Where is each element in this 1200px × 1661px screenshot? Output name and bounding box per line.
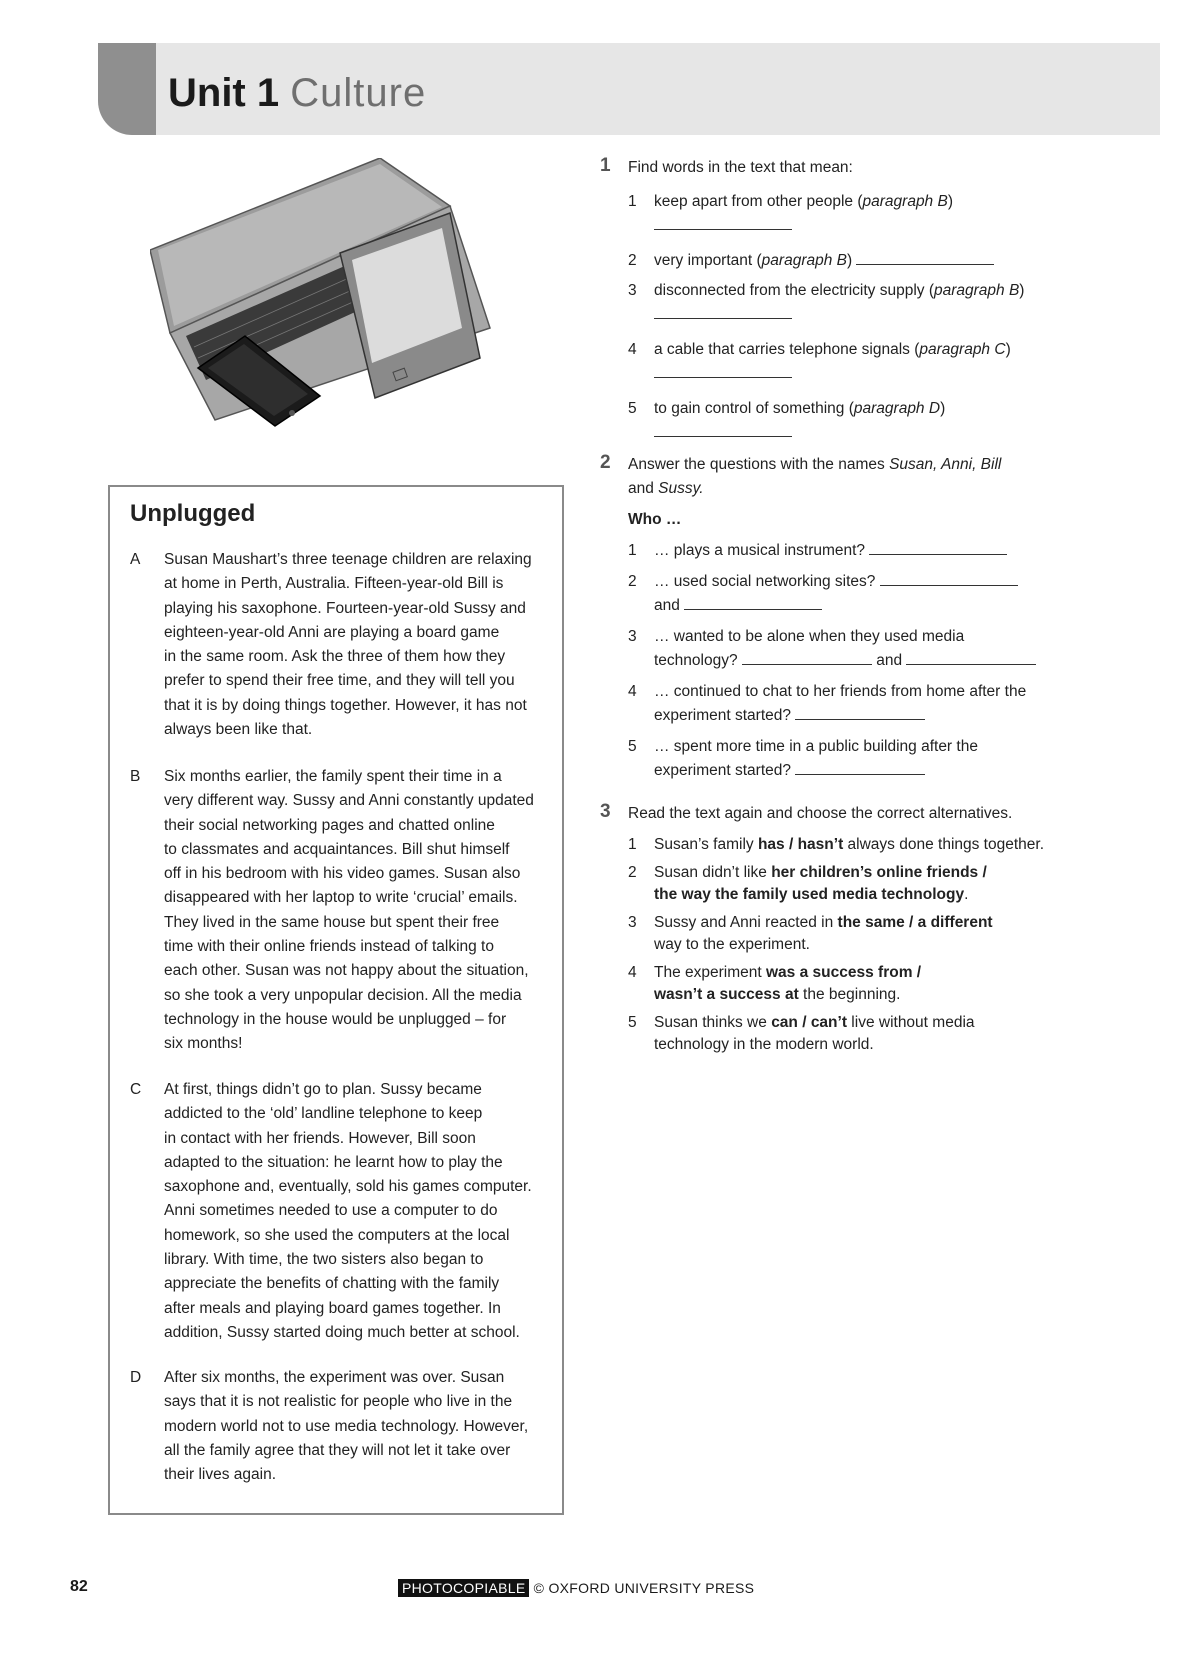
item-text: ) — [1019, 282, 1025, 299]
answer-blank[interactable] — [795, 760, 925, 775]
item-text: the beginning. — [798, 986, 901, 1003]
instruction-text: and — [628, 480, 659, 497]
item-text: … spent more time in a public building after the — [654, 738, 978, 755]
text-line: always been like that. — [164, 721, 313, 739]
text-line: all the family agree that they will not let it take over — [164, 1441, 511, 1459]
text-line: eighteen-year-old Anni are playing a board game — [164, 623, 500, 641]
item-text: live without media — [847, 1014, 975, 1031]
item-text: ) — [1005, 341, 1011, 358]
answer-blank[interactable] — [654, 422, 792, 437]
text-line: homework, so she used the computers at the local — [164, 1226, 510, 1244]
item-number: 2 — [628, 573, 637, 590]
item-number: 3 — [628, 282, 637, 299]
item-text: … wanted to be alone when they used media — [654, 628, 965, 645]
item-text: Susan thinks we — [654, 1014, 772, 1031]
exercise-item — [600, 397, 1070, 445]
text-line: to classmates and acquaintances. Bill shut himself — [164, 840, 510, 858]
exercise-instruction — [600, 156, 1070, 180]
choice-option[interactable]: has / hasn’t — [757, 836, 844, 853]
text-line: their lives again. — [164, 1466, 277, 1484]
exercise-number: 3 — [600, 801, 611, 822]
text-line: library. With time, the two sisters also began to — [164, 1251, 484, 1269]
instruction-names: Sussy. — [658, 480, 704, 497]
paragraph-ref: paragraph D — [853, 400, 941, 417]
exercise-item — [600, 962, 1070, 1006]
text-line: After six months, the experiment was over. Susan — [164, 1369, 505, 1386]
text-line: in the same room. Ask the three of them how they — [164, 648, 506, 666]
item-number: 3 — [628, 628, 637, 645]
paragraph-letter: D — [130, 1369, 142, 1386]
exercise-item — [600, 862, 1070, 906]
item-text: Sussy and Anni reacted in — [654, 914, 838, 931]
item-text: disconnected from the electricity supply ( — [654, 282, 934, 299]
exercise-item — [600, 834, 1070, 856]
text-line: each other. Susan was not happy about the situation, — [164, 962, 529, 980]
exercise-instruction — [600, 802, 1070, 826]
choice-option[interactable]: was a success from / — [766, 964, 922, 981]
choice-option[interactable]: the same / a different — [837, 914, 993, 931]
text-line: modern world not to use media technology. However, — [164, 1417, 529, 1435]
item-number: 1 — [628, 193, 637, 210]
paragraph-letter: C — [130, 1081, 142, 1098]
answer-blank[interactable] — [684, 595, 822, 610]
item-text: ) — [846, 252, 853, 269]
text-line: off in his bedroom with his video games. Susan also — [164, 865, 521, 883]
item-text: ) — [947, 193, 953, 210]
paragraph-ref: paragraph C — [919, 341, 1006, 358]
item-number: 1 — [628, 542, 637, 559]
item-number: 4 — [628, 683, 637, 700]
who-label: Who … — [628, 511, 682, 528]
paragraph-a — [130, 548, 550, 742]
text-line: addition, Sussy started doing much better at school. — [164, 1323, 520, 1341]
item-number: 4 — [628, 964, 637, 981]
item-text: Susan didn’t like — [654, 864, 772, 881]
item-number: 4 — [628, 341, 637, 358]
exercise-instruction — [600, 453, 1070, 501]
text-line: prefer to spend their free time, and they will tell you — [164, 672, 515, 690]
item-text: always done things together. — [843, 836, 1045, 853]
item-text: technology? — [654, 652, 738, 669]
section-label: Culture — [290, 71, 427, 115]
exercise-number: 1 — [600, 155, 611, 176]
and-text: and — [654, 597, 680, 614]
answer-blank[interactable] — [906, 650, 1036, 665]
copyright-text: © OXFORD UNIVERSITY PRESS — [533, 1580, 755, 1596]
text-line: saxophone and, eventually, sold his games computer. — [164, 1178, 532, 1196]
choice-option[interactable]: can / can’t — [771, 1014, 847, 1031]
paragraph-b — [130, 765, 550, 1057]
exercise-item — [600, 1012, 1070, 1056]
answer-blank[interactable] — [654, 363, 792, 378]
text-line: At first, things didn’t go to plan. Sussy became — [164, 1081, 482, 1098]
text-line: at home in Perth, Australia. Fifteen-year-old Bill is — [164, 575, 504, 593]
paragraph-ref: paragraph B — [761, 252, 847, 269]
item-text: … used social networking sites? — [654, 573, 876, 590]
exercise-item — [600, 249, 1070, 273]
text-line: Anni sometimes needed to use a computer to do — [164, 1202, 498, 1220]
exercise-number: 2 — [600, 452, 611, 473]
paragraph-d — [130, 1366, 550, 1487]
item-number: 5 — [628, 400, 637, 417]
photocopiable-badge: PHOTOCOPIABLE — [398, 1579, 529, 1597]
item-text: … continued to chat to her friends from home after the — [654, 683, 1027, 700]
item-text: a cable that carries telephone signals ( — [654, 341, 920, 358]
item-number: 2 — [628, 864, 637, 881]
answer-blank[interactable] — [742, 650, 872, 665]
item-text: experiment started? — [654, 762, 791, 779]
exercise-item — [600, 190, 1070, 238]
text-line: says that it is not realistic for people who live in the — [164, 1393, 513, 1411]
text-line: so she took a very unpopular decision. All the media — [164, 986, 522, 1004]
and-text: and — [876, 652, 903, 669]
exercise-item — [600, 625, 1070, 673]
text-line: in contact with her friends. However, Bill soon — [164, 1129, 476, 1147]
instruction-text: Read the text again and choose the correct alternatives. — [628, 805, 1013, 822]
item-number: 5 — [628, 1014, 637, 1031]
item-text: way to the experiment. — [654, 936, 810, 953]
item-text: to gain control of something ( — [654, 400, 854, 417]
exercise-item — [600, 735, 1070, 783]
text-line: playing his saxophone. Fourteen-year-old Sussy and — [164, 599, 526, 617]
item-text: experiment started? — [654, 707, 791, 724]
instruction-text: Answer the questions with the names — [628, 456, 890, 473]
unit-label: Unit 1 — [168, 71, 280, 115]
item-text: The experiment — [654, 964, 766, 981]
text-line: time with their online friends instead of talking to — [164, 938, 494, 956]
text-line: adapted to the situation: he learnt how to play the — [164, 1153, 503, 1171]
exercise-2 — [600, 453, 1070, 783]
text-line: disappeared with her laptop to write ‘crucial’ emails. — [164, 889, 518, 907]
text-line: very different way. Sussy and Anni constantly updated — [164, 792, 534, 810]
item-text: Susan’s family — [654, 836, 758, 853]
header-tab — [98, 43, 156, 135]
choice-option[interactable]: wasn’t a success at — [654, 986, 799, 1003]
item-number: 3 — [628, 914, 637, 931]
text-line: Susan Maushart’s three teenage children are relaxing — [164, 551, 532, 568]
footer — [398, 1580, 754, 1596]
item-text: very important ( — [654, 252, 762, 269]
exercise-item — [600, 338, 1070, 386]
exercise-item — [600, 539, 1070, 563]
text-line: They lived in the same house but spent their free — [164, 913, 500, 931]
article-title: Unplugged — [130, 500, 256, 527]
answer-blank[interactable] — [654, 215, 792, 230]
answer-blank[interactable] — [654, 304, 792, 319]
answer-blank[interactable] — [869, 540, 1007, 555]
exercise-item — [600, 570, 1070, 618]
item-number: 1 — [628, 836, 637, 853]
text-line: that it is by doing things together. However, it has not — [164, 696, 527, 714]
text-line: their social networking pages and chatted online — [164, 816, 495, 834]
text-line: after meals and playing board games together. In — [164, 1299, 501, 1317]
item-text: . — [964, 886, 969, 903]
paragraph-c — [130, 1078, 550, 1345]
instruction-text: Find words in the text that mean: — [628, 159, 853, 176]
answer-blank[interactable] — [795, 705, 925, 720]
paragraph-letter: A — [130, 551, 141, 568]
paragraph-ref: paragraph B — [862, 193, 948, 210]
text-line: addicted to the ‘old’ landline telephone to keep — [164, 1105, 483, 1123]
exercise-item — [600, 680, 1070, 728]
exercise-item — [600, 912, 1070, 956]
exercise-item — [600, 279, 1070, 327]
paragraph-ref: paragraph B — [933, 282, 1020, 299]
answer-blank[interactable] — [856, 250, 994, 265]
instruction-names: Susan, Anni, Bill — [889, 456, 1002, 473]
choice-option[interactable]: her children’s online friends / — [771, 864, 987, 881]
item-text: technology in the modern world. — [654, 1036, 874, 1053]
text-line: technology in the house would be unplugged – for — [164, 1010, 507, 1028]
text-line: appreciate the benefits of chatting with the family — [164, 1275, 500, 1293]
item-number: 5 — [628, 738, 637, 755]
item-text: keep apart from other people ( — [654, 193, 863, 210]
page-title — [168, 70, 426, 116]
exercise-3 — [600, 802, 1070, 1056]
answer-blank[interactable] — [880, 571, 1018, 586]
item-number: 2 — [628, 252, 637, 269]
laptop-phone-ereader-image — [150, 158, 520, 448]
item-text: ) — [940, 400, 946, 417]
text-line: six months! — [164, 1035, 243, 1053]
choice-option[interactable]: the way the family used media technology — [654, 886, 965, 903]
exercise-1 — [600, 156, 1070, 445]
text-line: Six months earlier, the family spent their time in a — [164, 768, 502, 785]
paragraph-letter: B — [130, 768, 141, 785]
page-number: 82 — [70, 1578, 88, 1595]
item-text: … plays a musical instrument? — [654, 542, 866, 559]
